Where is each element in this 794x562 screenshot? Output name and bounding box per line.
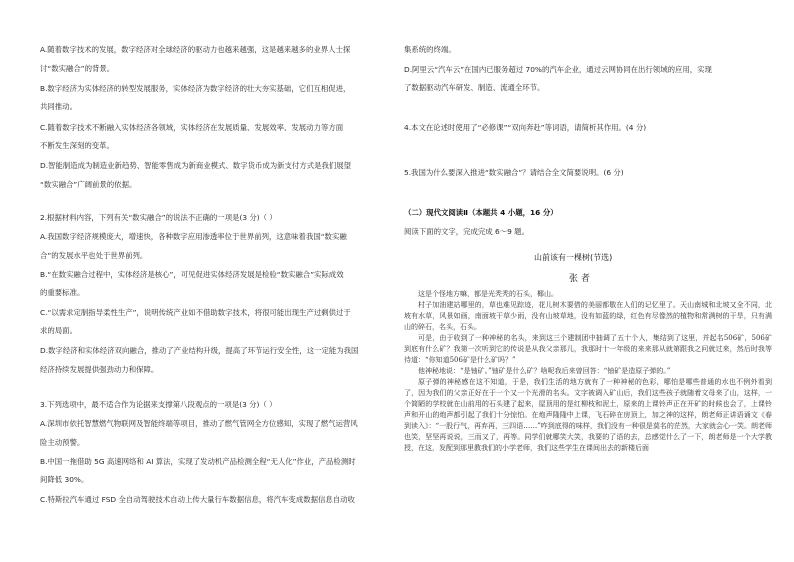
- left-lines-5: 不断发生深刻的变革。: [40, 141, 114, 150]
- left-lines-0: A.随着数字技术的发展，数字经济对全球经济的驱动力也越来越强，这是越来越多的业界人士探: [40, 45, 351, 54]
- left-lines-6: D.智能制造成为制造业新趋势、智能零售成为新商业模式、数字货币成为新支付方式是我们展望: [40, 161, 352, 170]
- left-lines-7: “数实融合”广阔前景的依据。: [40, 180, 137, 189]
- left-lines-2: B.数字经济为实体经济的转型发展服务，实体经济为数字经济的壮大夯实基础，它们互相促进，: [40, 84, 351, 93]
- left-lines-8: 2.根据材料内容，下列有关“数实融合”的说法不正确的一项是(3 分)（ ）: [40, 213, 277, 222]
- right-lines-3: 4.本文在论述时使用了“必修课”“双向奔赴”等词语，请简析其作用。(4 分): [404, 123, 647, 132]
- left-lines-15: D.数字经济和实体经济双向融合，推动了产业结构升级，提高了环节运行安全性，这一定能为我国: [40, 346, 359, 355]
- left-lines-17: 3.下列选项中，最不适合作为论据来支撑第八段观点的一项是(3 分)（ ）: [40, 400, 277, 409]
- left-lines-21: 间降低 30%。: [40, 475, 89, 484]
- story-title: 山前该有一棵树(节选): [534, 253, 613, 262]
- right-lines-0: 集系统的终端。: [404, 45, 456, 54]
- left-lines-4: C.随着数字技术不断融入实体经济各领域，实体经济在发展质量、发展效率、发展动力等方面: [40, 123, 344, 132]
- left-lines-20: B.中国一拖借助 5G 高速网络和 AI 算法，实现了发动机产品检测全程“无人化”作业，产品检测时: [40, 457, 356, 466]
- left-lines-9: A.我国数字经济规模庞大，增速快，各种数字应用渗透率位于世界前列，这意味着我国“数实融: [40, 232, 347, 241]
- right-lines-1: D.阿里云“汽车云”在国内已服务超过 70%的汽车企业，通过云网协同在出行领域的应用，实现: [404, 65, 712, 74]
- right-lines-2: 了数据驱动汽车研发、制造、流通全环节。: [404, 83, 545, 92]
- left-lines-22: C.特斯拉汽车通过 FSD 全自动驾驶技术自动上传大量行车数据信息，将汽车变成数据信息自动收: [40, 495, 355, 504]
- left-lines-19: 险主动预警。: [40, 438, 85, 447]
- left-lines-14: 求的局面。: [40, 326, 77, 335]
- story-paragraph: 原子弹的神秘感在这不知道，于是，我们生活的地方就有了一种神秘的色彩，哪怕是哪些普通的水也不例外看到了，因为我们的父亲正好在于一个又一个光滑的名头。文字被调入矿山后，我们这些孩子就随着文母来了山，这样，一个简陋的学校就在山前用的石头建了起来，屋顶用的是红柳枝和泥土，原来的上课铃声正在开矿的时候也会了，上课铃声和开山的炮声都引起了我们十分惊怕。在炮声隆隆中上课，飞石碎在房顶上，加之神的这样，朗老师正讲语诵文《春到读入》：“一股行气，再弃再，三四语……”咋到底得的味样，我们没有一种很是莫名的茫然，大家就会心一笑。朗老师也笑，坚坚再说说，三而又了，再等。同学们就哪笑大笑，我要的了语的去，总感觉什么了一下，朗老师是一个大学教授，在这，发配到那里教我们的小学老师，我们这些学生在课间出去的新楼后面: [404, 378, 772, 452]
- story-paragraph: 可是，由于收到了一种神秘的名头，来到这三个建制团中抽调了五十个人，集结到了这里，并起名506矿，506矿到底有什么矿？我第一次听到它的传说是从我父亲那儿，我那时十一年级的来来那从就第跟我之问就过来，然后时我等待道：“你知道506矿是什么矿吗？”: [404, 334, 772, 364]
- story-paragraph: 村子加油建站哪里的，草也难见踪迹，花儿树木要借的美丽都敬在人们的记忆里了。天山南城和北坡又全不同，北坡有水草，风景如画，南面坡干草少雨，没有山坡草地，没有如蓝的绿，红色有尽像然的植物和常满树的干旱，只有满山的碎石，名头，石头。: [404, 301, 772, 331]
- story-paragraph: 这是个怪地方嘛，都是光秃秃的石头，椰山。: [418, 290, 558, 298]
- left-lines-1: 讨“数实融合”的背景。: [40, 64, 115, 73]
- left-lines-16: 经济持续发展提供强劲动力和保障。: [40, 365, 159, 374]
- right-lines-4: 5.我国为什么要深入推进“数实融合”？请结合全文简要说明。(6 分): [404, 168, 624, 177]
- left-lines-12: 的重要标准。: [40, 288, 85, 297]
- left-lines-10: 合”的发展水平也处于世界前列。: [40, 251, 148, 260]
- left-lines-18: A.深圳市依托智慧燃气物联网及智能终端等项目，推动了燃气管网全方位感知，实现了燃气运营风: [40, 419, 358, 428]
- story-author: 张 者: [569, 274, 590, 284]
- story-paragraph: 他神秘地说：“是铀矿。”铀矿是什么矿？啥呢我后来曾回答：“铀矿是造原子弹的。”: [418, 367, 671, 375]
- left-lines-13: C.“以需求定制指导柔性生产”，说明传统产业如不借助数字技术，将很可能出现生产过剩供过于: [40, 308, 351, 317]
- left-lines-3: 共同推动。: [40, 102, 77, 111]
- story-body: [404, 289, 772, 454]
- right-lines-6: 阅读下面的文字，完成完成 6～9 题。: [404, 227, 529, 236]
- right-lines-5: （二）现代文阅读Ⅱ（本题共 4 小题，16 分）: [404, 208, 558, 217]
- left-lines-11: B.“在数实融合过程中，实体经济是核心”，可见促进实体经济发展是检验“数实融合”实际成效: [40, 270, 344, 279]
